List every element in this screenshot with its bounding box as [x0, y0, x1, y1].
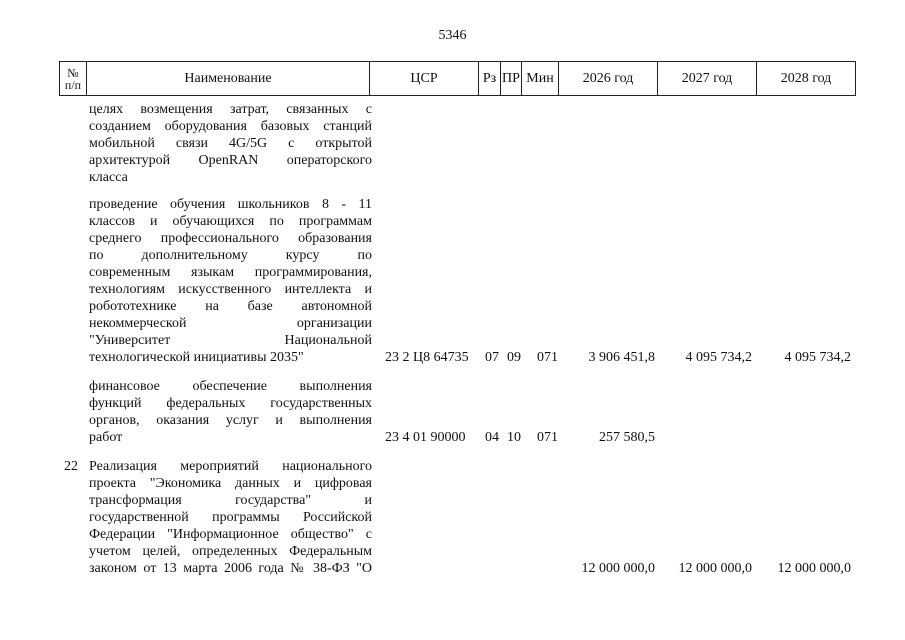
row-1-2028: 4 095 734,2	[784, 350, 851, 365]
row-1-2026: 3 906 451,8	[588, 350, 655, 365]
header-csr: ЦСР	[370, 62, 479, 95]
page-number: 5346	[438, 28, 467, 43]
row-0-name	[89, 101, 372, 186]
row-3-2028: 12 000 000,0	[777, 561, 851, 576]
row-1-min: 071	[537, 350, 558, 365]
row-2-csr: 23 4 01 90000	[385, 430, 466, 445]
row-2-line: органов, оказания услуг и выполнения	[89, 413, 372, 428]
row-1-line: робототехнике на базе автономной	[89, 299, 372, 314]
table-header	[59, 61, 856, 96]
row-0-line: архитектурой OpenRAN операторского	[89, 153, 372, 168]
row-2-pr: 10	[507, 430, 521, 445]
row-1-line: технологиям искусственного интеллекта и	[89, 282, 372, 297]
row-1-line: среднего профессионального образования	[89, 231, 372, 246]
row-0-line: целях возмещения затрат, связанных с	[89, 102, 372, 117]
row-3-2026: 12 000 000,0	[581, 561, 655, 576]
row-1-line: проведение обучения школьников 8 - 11	[89, 197, 372, 212]
row-2-2026: 257 580,5	[599, 430, 655, 445]
row-0-line: класса	[89, 170, 128, 185]
header-min: Мин	[522, 62, 559, 95]
row-3-line: учетом целей, определенных Федеральным	[89, 544, 372, 559]
row-2-name	[89, 378, 372, 446]
row-2-line: функций федеральных государственных	[89, 396, 372, 411]
row-3-name	[89, 458, 372, 577]
header-2028: 2028 год	[780, 70, 832, 86]
row-3-line: государственной программы Российской	[89, 510, 372, 525]
row-2-line: финансовое обеспечение выполнения	[89, 379, 372, 394]
row-3-line: Реализация мероприятий национального	[89, 459, 372, 474]
row-1-line: некоммерческой организации	[89, 316, 372, 331]
row-1-csr: 23 2 Ц8 64735	[385, 350, 469, 365]
row-2-line: работ	[89, 430, 123, 445]
row-1-pr: 09	[507, 350, 521, 365]
row-0-line: мобильной связи 4G/5G с открытой	[89, 136, 372, 151]
row-1-line: технологической инициативы 2035"	[89, 350, 304, 365]
header-num-line2: п/п	[64, 77, 82, 92]
row-3-line: законом от 13 марта 2006 года № 38-ФЗ "О	[89, 561, 372, 576]
header-pr: ПР	[501, 62, 522, 95]
row-1-2027: 4 095 734,2	[685, 350, 752, 365]
row-0-line: созданием оборудования базовых станций	[89, 119, 372, 134]
row-3-2027: 12 000 000,0	[678, 561, 752, 576]
row-3-line: проекта "Экономика данных и цифровая	[89, 476, 372, 491]
header-num-line1: №	[67, 65, 79, 80]
header-num	[60, 62, 87, 95]
row-1-line: современным языкам программирования,	[89, 265, 372, 280]
row-3-num: 22	[64, 459, 78, 474]
row-3-line: Федерации "Информационное общество" с	[89, 527, 372, 542]
header-name: Наименование	[87, 62, 370, 95]
row-1-line: по дополнительному курсу по	[89, 248, 372, 263]
row-2-rz: 04	[485, 430, 499, 445]
header-2027: 2027 год	[658, 62, 757, 95]
row-2-min: 071	[537, 430, 558, 445]
row-1-name	[89, 196, 372, 366]
header-2026: 2026 год	[559, 62, 658, 95]
row-1-line: классов и обучающихся по программам	[89, 214, 372, 229]
header-rz: Рз	[479, 62, 501, 95]
row-1-line: "Университет Национальной	[89, 333, 372, 348]
row-3-line: трансформация государства" и	[89, 493, 372, 508]
row-1-rz: 07	[485, 350, 499, 365]
